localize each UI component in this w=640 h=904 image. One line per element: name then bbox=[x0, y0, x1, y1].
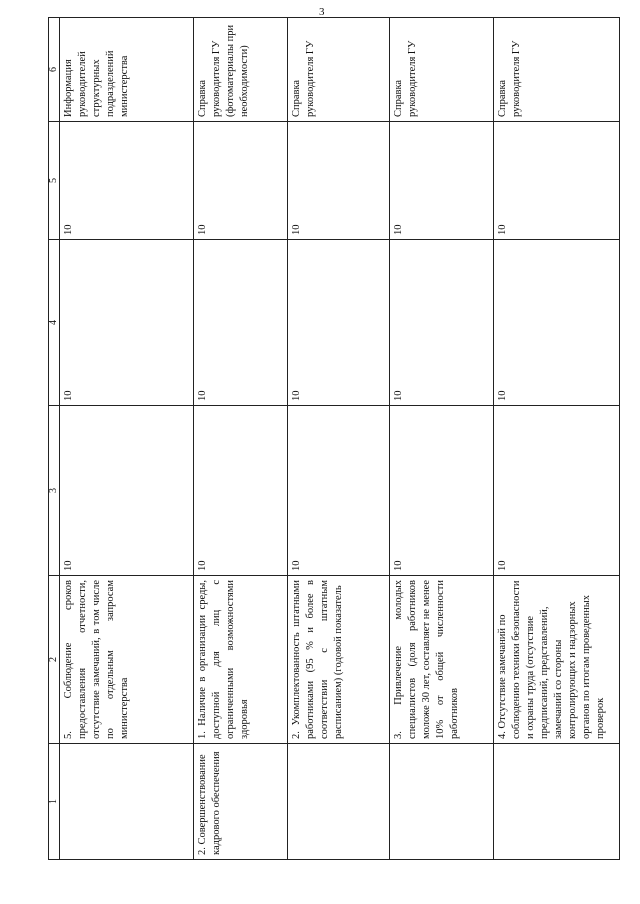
cell-direction bbox=[390, 744, 494, 860]
cell-direction bbox=[494, 744, 620, 860]
table-row bbox=[390, 18, 494, 860]
column-number-row bbox=[49, 18, 60, 860]
cell-source: Справка руководителя ГУ (фотоматериалы при необходимости) bbox=[194, 18, 288, 122]
table-row bbox=[60, 18, 194, 860]
table-row bbox=[494, 18, 620, 860]
cell-criterion: 4. Отсутствие замечаний по соблюдению техники безопасности и охраны труда (отсутствие предписаний, представлений, замечаний со стороны контролирующих и надзорных органов по итогам проведенных проверок bbox=[494, 576, 620, 744]
cell-criterion: 1. Наличие в организации среды, доступной для лиц с ограниченными возможностями здоровья bbox=[194, 576, 288, 744]
cell-score: 10 bbox=[288, 240, 390, 406]
column-header: 6 bbox=[49, 18, 60, 122]
cell-score: 10 bbox=[390, 240, 494, 406]
cell-score: 10 bbox=[390, 406, 494, 576]
cell-source: Справка руководителя ГУ bbox=[288, 18, 390, 122]
cell-score: 10 bbox=[194, 122, 288, 240]
table-row bbox=[288, 18, 390, 860]
cell-score: 10 bbox=[194, 406, 288, 576]
cell-score: 10 bbox=[194, 240, 288, 406]
criteria-table bbox=[48, 17, 620, 860]
column-header: 3 bbox=[49, 406, 60, 576]
cell-score: 10 bbox=[390, 122, 494, 240]
page-number: 3 bbox=[319, 6, 325, 18]
cell-score: 10 bbox=[494, 240, 620, 406]
cell-source: Информация руководителей структурных подразделений министерства bbox=[60, 18, 194, 122]
rotated-table-container bbox=[48, 18, 618, 860]
column-header: 2 bbox=[49, 576, 60, 744]
cell-source: Справка руководителя ГУ bbox=[390, 18, 494, 122]
cell-criterion: 2. Укомплектованность штатными работниками (95 % и более в соответствии с штатным расписанием) (годовой показатель bbox=[288, 576, 390, 744]
cell-direction bbox=[60, 744, 194, 860]
cell-direction: 2. Совершенствование кадрового обеспечения bbox=[194, 744, 288, 860]
rotated-table-sheet bbox=[48, 18, 618, 860]
cell-direction bbox=[288, 744, 390, 860]
cell-source: Справка руководителя ГУ bbox=[494, 18, 620, 122]
column-header: 5 bbox=[49, 122, 60, 240]
cell-criterion: 5. Соблюдение сроков предоставления отчетности, отсутствие замечаний, в том числе по отдельным запросам министерства bbox=[60, 576, 194, 744]
cell-score: 10 bbox=[288, 122, 390, 240]
cell-score: 10 bbox=[60, 406, 194, 576]
cell-score: 10 bbox=[494, 406, 620, 576]
column-header: 4 bbox=[49, 240, 60, 406]
table-row bbox=[194, 18, 288, 860]
cell-score: 10 bbox=[60, 240, 194, 406]
cell-score: 10 bbox=[60, 122, 194, 240]
cell-score: 10 bbox=[288, 406, 390, 576]
cell-score: 10 bbox=[494, 122, 620, 240]
column-header: 1 bbox=[49, 744, 60, 860]
cell-criterion: 3. Привлечение молодых специалистов (доля работников моложе 30 лет, составляет не менее 10% от общей численности работников bbox=[390, 576, 494, 744]
